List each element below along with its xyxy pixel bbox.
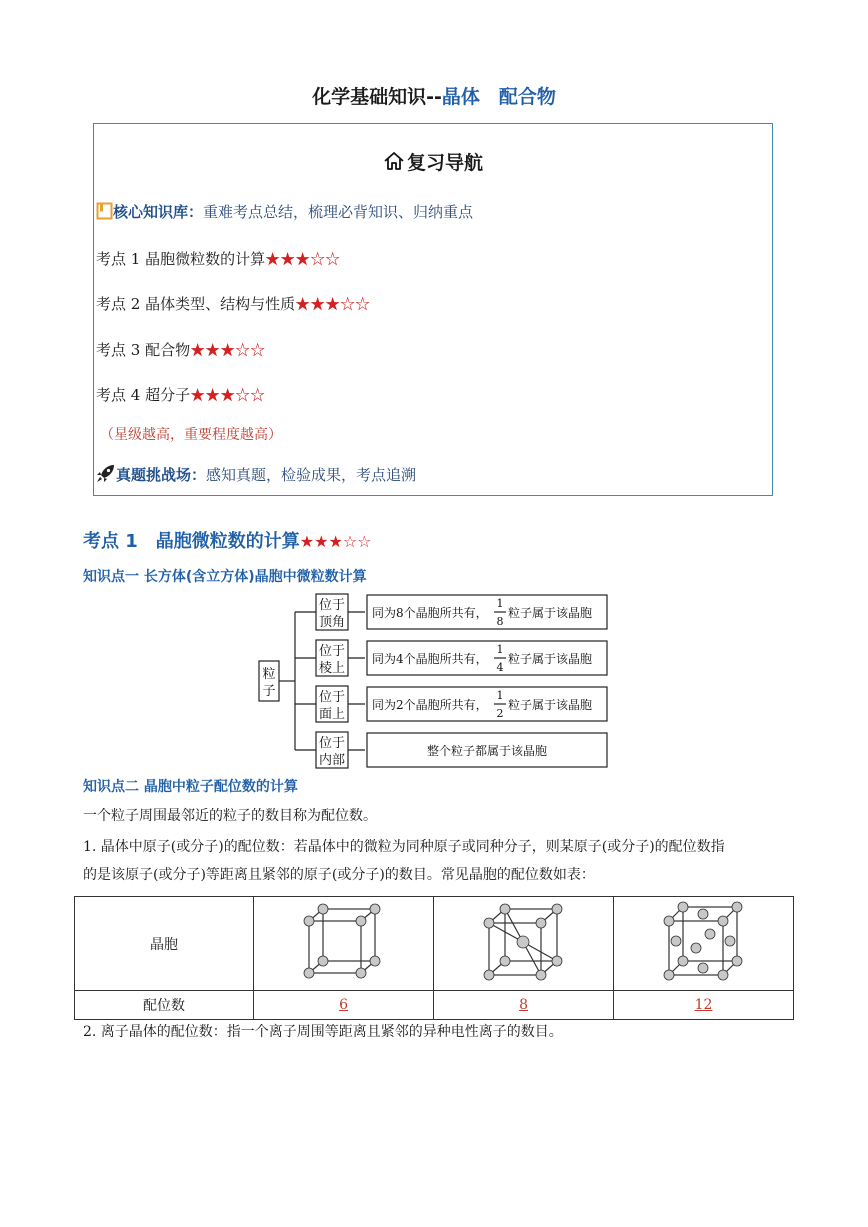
tree-pos-label: 位于 <box>318 690 346 705</box>
bcc-image <box>479 901 569 983</box>
coordination-table <box>74 896 794 1020</box>
kp2-heading: 知识点二 晶胞中粒子配位数的计算 <box>83 779 298 795</box>
nav-point-4: 考点 4 超分子★★★☆☆ <box>96 386 266 404</box>
frac-num: 1 <box>496 643 504 656</box>
nav-heading: 复习导航 <box>93 148 773 177</box>
kp2-p1-line2: 的是该原子(或分子)等距离且紧邻的原子(或分子)的数目。常见晶胞的配位数如表： <box>83 867 595 883</box>
tree-desc: 同为8个晶胞所共有， <box>372 606 488 620</box>
kp1-heading: 知识点一 长方体(含立方体)晶胞中微粒数计算 <box>83 569 367 585</box>
coord-value-cell <box>434 991 614 1020</box>
nav-point-1: 考点 1 晶胞微粒数的计算★★★☆☆ <box>96 250 341 268</box>
tree-pos-label: 顶角 <box>318 615 346 630</box>
frac-den: 2 <box>496 707 504 720</box>
coord-value: 6 <box>339 997 349 1013</box>
tree-pos-label: 位于 <box>318 644 346 659</box>
frac-num: 1 <box>496 689 504 702</box>
cell-label-cell: 晶胞 <box>75 897 254 991</box>
tree-pos-label: 内部 <box>318 753 346 768</box>
rocket-icon <box>96 464 116 487</box>
root-label-1: 粒 <box>262 667 276 682</box>
simple-cubic-image <box>299 901 389 983</box>
root-label-2: 子 <box>262 684 276 699</box>
frac-den: 4 <box>496 661 504 674</box>
frac-den: 8 <box>496 615 504 628</box>
section-1-heading: 考点 1 晶胞微粒数的计算★★★☆☆ <box>83 531 372 552</box>
coord-value: 12 <box>694 997 713 1013</box>
bcc-cell <box>434 897 614 991</box>
coord-value-cell <box>254 991 434 1020</box>
fcc-image <box>659 901 749 983</box>
kp2-p2: 2. 离子晶体的配位数：指一个离子周围等距离且紧邻的异种电性离子的数目。 <box>83 1024 563 1040</box>
tree-desc: 同为4个晶胞所共有， <box>372 652 488 666</box>
nav-point-2: 考点 2 晶体类型、结构与性质★★★☆☆ <box>96 295 371 313</box>
tree-desc: 整个粒子都属于该晶胞 <box>426 744 548 758</box>
page-title: 化学基础知识--晶体 配合物 <box>312 86 556 108</box>
coord-value-cell <box>614 991 794 1020</box>
frac-num: 1 <box>496 597 504 610</box>
tree-desc: 粒子属于该晶胞 <box>508 698 593 712</box>
coord-label-cell: 配位数 <box>75 991 254 1020</box>
kp2-intro: 一个粒子周围最邻近的粒子的数目称为配位数。 <box>83 808 377 824</box>
kp2-p1-line1: 1. 晶体中原子(或分子)的配位数：若晶体中的微粒为同种原子或同种分子，则某原子(或分子)的配位数指 <box>83 839 725 855</box>
nav-point-3: 考点 3 配合物★★★☆☆ <box>96 341 266 359</box>
particle-tree-diagram <box>255 588 615 770</box>
tree-desc: 粒子属于该晶胞 <box>508 606 593 620</box>
star-note: （星级越高，重要程度越高） <box>100 427 282 443</box>
tree-pos-label: 位于 <box>318 598 346 613</box>
tree-pos-label: 位于 <box>318 736 346 751</box>
coord-value: 8 <box>519 997 528 1013</box>
core-library-line: 核心知识库：重难考点总结，梳理必背知识、归纳重点 <box>96 201 473 224</box>
book-icon <box>96 202 113 224</box>
tree-desc: 同为2个晶胞所共有， <box>372 698 488 712</box>
fcc-cell <box>614 897 794 991</box>
tree-pos-label: 棱上 <box>318 661 346 676</box>
home-icon <box>383 150 405 177</box>
challenge-line: 真题挑战场：感知真题，检验成果，考点追溯 <box>96 464 416 487</box>
tree-pos-label: 面上 <box>318 707 346 722</box>
simple-cubic-cell <box>254 897 434 991</box>
tree-desc: 粒子属于该晶胞 <box>508 652 593 666</box>
